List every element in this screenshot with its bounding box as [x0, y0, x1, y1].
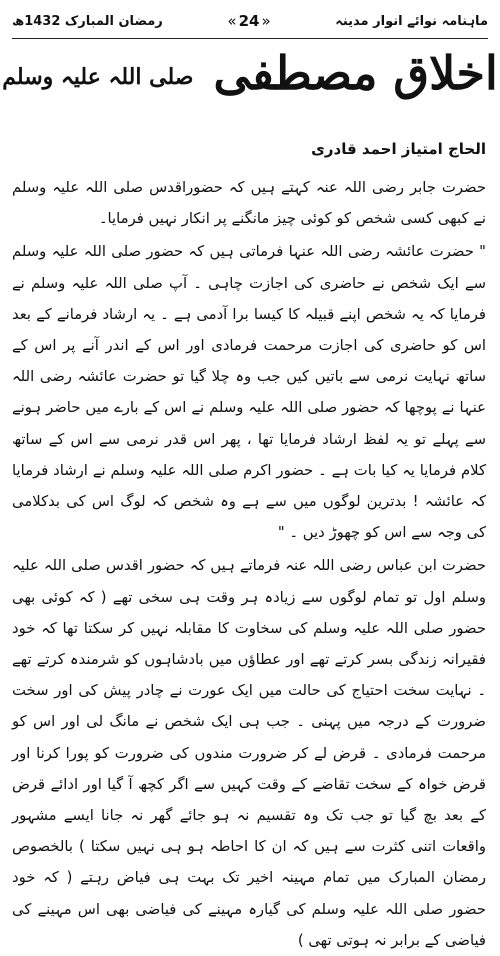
- article-author: الحاج امتیاز احمد قادری: [311, 140, 486, 158]
- article-body: [12, 172, 486, 956]
- article-title: [0, 48, 500, 99]
- header-issue-date: رمضان المبارک 1432ھ: [12, 13, 163, 29]
- paragraph-3: حضرت ابن عباس رضی اللہ عنہ فرماتے ہیں کہ حضور اقدس صلی اللہ علیہ وسلم اول تو تمام لوگوں سے زیادہ ہر وقت ہی سخی تھے ( کہ کوئی بھی حضور صلی اللہ علیہ وسلم کی سخاوت کا مقابلہ نہیں کر سکتا تھا کہ خود فقیرانہ زندگی بسر کرتے تھے اور عطاؤں میں بادشاہوں کو شرمندہ کرتے تھے ۔ نہایت سخت احتیاج کی حالت میں ایک عورت نے چادر پیش کی اور سخت ضرورت کے درجہ میں پہنی ۔ جب ہی ایک شخص نے مانگ لی اور اس کو مرحمت فرمادی ۔ قرض لے کر ضرورت مندوں کی ضرورت کو پورا کرنا اور قرض خواہ کے سخت تقاضے کے وقت کہیں سے اگر کچھ آ گیا اور ادائے قرض کے بعد بچ گیا تو جب تک وہ تقسیم نہ ہو جائے گھر نہ جانا ایسے مشہور واقعات اتنی کثرت سے ہیں کہ ان کا احاطہ ہو ہی نہیں سکتا ) بالخصوص رمضان المبارک میں تمام مہینہ اخیر تک بہت ہی فیاض رہتے ( کہ خود حضور صلی اللہ علیہ وسلم کی گیارہ مہینے کی فیاضی بھی اس مہینے کی فیاضی کے برابر نہ ہوتی تھی ): [12, 557, 486, 949]
- paragraph-1: حضرت جابر رضی اللہ عنہ کہتے ہیں کہ حضوراقدس صلی اللہ علیہ وسلم نے کبھی کسی شخص کو کوئی چیز مانگنے پر انکار نہیں فرمایا۔: [12, 179, 486, 228]
- header-divider: [12, 38, 488, 39]
- page-header: [12, 6, 488, 36]
- title-honorific: صلی اللہ علیہ وسلم: [2, 63, 194, 90]
- header-magazine-name: ماہنامہ نوائے انوار مدینہ: [335, 13, 488, 29]
- page-number: « 24 »: [221, 12, 276, 30]
- title-main: اخلاق مصطفی: [213, 46, 498, 100]
- paragraph-2: " حضرت عائشہ رضی اللہ عنہا فرماتی ہیں کہ حضور صلی اللہ علیہ وسلم سے ایک شخص نے حاضری کی اجازت چاہی ۔ آپ صلی اللہ علیہ وسلم نے فرمایا کہ یہ شخص اپنے قبیلہ کا کیسا برا آدمی ہے ۔ یہ ارشاد فرمانے کے بعد اس کو حاضری کی اجازت مرحمت فرمادی اور اس کے اندر آنے پر اس کے ساتھ نہایت نرمی سے باتیں کیں جب وہ چلا گیا تو حضرت عائشہ رضی اللہ عنہا نے پوچھا کہ حضور صلی اللہ علیہ وسلم نے اس کے بارے میں حاضر ہونے سے پہلے تو یہ لفظ ارشاد فرمایا تھا ، پھر اس قدر نرمی سے اس کے ساتھ کلام فرمایا یہ کیا بات ہے ۔ حضور اکرم صلی اللہ علیہ وسلم نے ارشاد فرمایا کہ عائشہ ! بدترین لوگوں میں سے ہے وہ شخص کہ لوگ اس کی بدکلامی کی وجہ سے اس کو چھوڑ دیں ۔ ": [12, 243, 486, 542]
